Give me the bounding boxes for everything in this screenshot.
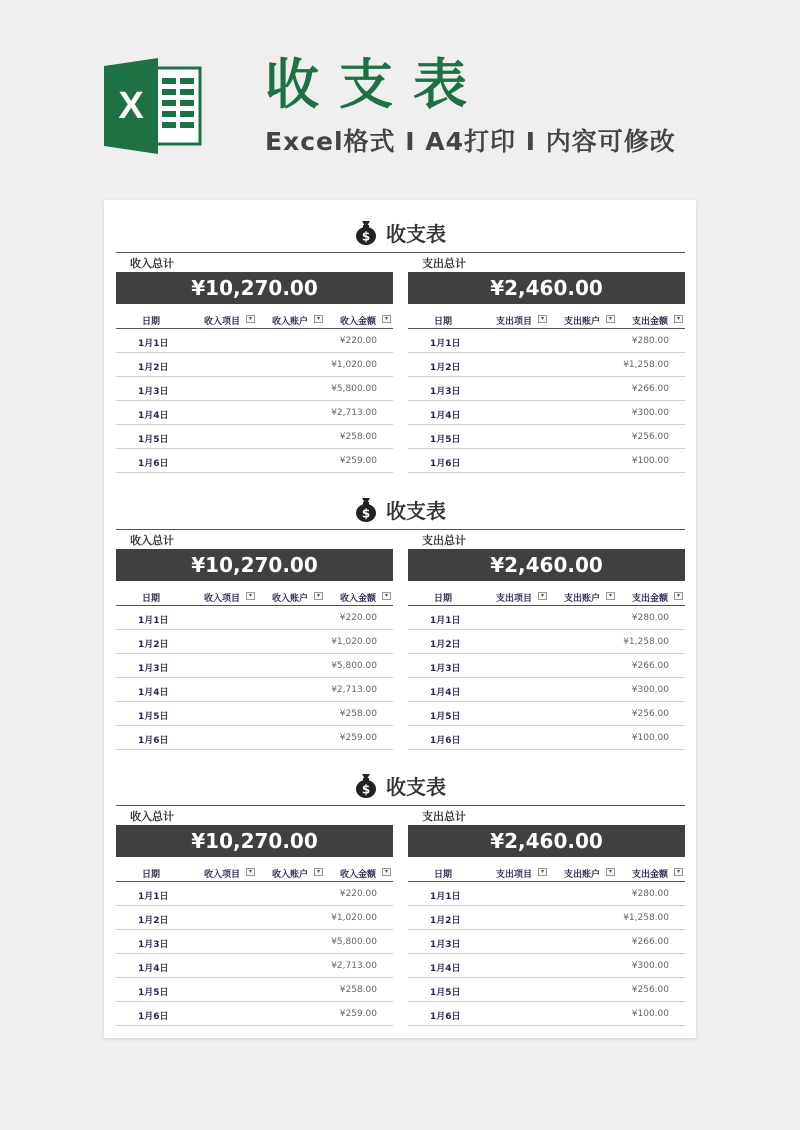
row-date: 1月2日 <box>138 363 169 373</box>
column-header-label: 支出项目 <box>496 594 533 604</box>
row-date: 1月4日 <box>430 688 461 698</box>
row-date: 1月4日 <box>138 964 169 974</box>
table-row[interactable] <box>116 954 393 978</box>
filter-dropdown-icon[interactable]: ▾ <box>246 315 255 323</box>
row-date: 1月6日 <box>138 1012 169 1022</box>
expense-panel <box>408 256 685 473</box>
block-title <box>104 214 696 250</box>
filter-dropdown-icon[interactable]: ▾ <box>674 592 683 600</box>
ledger-block <box>104 200 696 470</box>
row-amount: ¥2,713.00 <box>331 408 377 418</box>
row-date: 1月6日 <box>138 459 169 469</box>
table-row[interactable] <box>116 702 393 726</box>
page-header <box>0 0 800 200</box>
svg-text:$: $ <box>361 229 371 244</box>
row-amount: ¥300.00 <box>631 408 669 418</box>
table-row[interactable] <box>116 882 393 906</box>
table-row[interactable] <box>116 606 393 630</box>
income-column-header <box>116 587 393 606</box>
money-bag-icon <box>354 496 378 522</box>
row-amount: ¥1,258.00 <box>623 637 669 647</box>
table-row[interactable] <box>408 882 685 906</box>
column-header-label: 收入项目 <box>204 594 241 604</box>
income-total-value: ¥10,270.00 <box>116 825 393 857</box>
income-total-label: 收入总计 <box>130 534 174 547</box>
column-header-label: 收入项目 <box>204 317 241 327</box>
filter-dropdown-icon[interactable]: ▾ <box>382 868 391 876</box>
block-title <box>104 491 696 527</box>
svg-text:$: $ <box>361 782 371 797</box>
money-bag-icon <box>354 219 378 245</box>
row-amount: ¥280.00 <box>631 336 669 346</box>
expense-total-value: ¥2,460.00 <box>408 825 685 857</box>
row-amount: ¥259.00 <box>339 1009 377 1019</box>
income-total-label: 收入总计 <box>130 810 174 823</box>
column-header-label: 日期 <box>142 594 161 604</box>
block-title-text: 收支表 <box>386 221 446 246</box>
row-amount: ¥256.00 <box>631 709 669 719</box>
column-header-label: 收入项目 <box>204 870 241 880</box>
column-header-label: 支出账户 <box>564 594 601 604</box>
row-date: 1月4日 <box>138 688 169 698</box>
table-row[interactable] <box>408 449 685 473</box>
table-row[interactable] <box>116 930 393 954</box>
filter-dropdown-icon[interactable]: ▾ <box>538 315 547 323</box>
row-date: 1月2日 <box>430 916 461 926</box>
column-header-label: 日期 <box>142 870 161 880</box>
table-row[interactable] <box>116 329 393 353</box>
row-amount: ¥5,800.00 <box>331 384 377 394</box>
row-date: 1月5日 <box>138 435 169 445</box>
row-amount: ¥259.00 <box>339 456 377 466</box>
table-row[interactable] <box>116 401 393 425</box>
row-date: 1月1日 <box>138 892 169 902</box>
table-row[interactable] <box>116 654 393 678</box>
row-date: 1月5日 <box>430 712 461 722</box>
row-date: 1月3日 <box>430 940 461 950</box>
row-amount: ¥280.00 <box>631 613 669 623</box>
table-row[interactable] <box>408 329 685 353</box>
column-header-label: 支出金额 <box>632 594 669 604</box>
row-amount: ¥1,020.00 <box>331 637 377 647</box>
row-date: 1月3日 <box>430 387 461 397</box>
row-amount: ¥258.00 <box>339 432 377 442</box>
row-amount: ¥2,713.00 <box>331 961 377 971</box>
row-amount: ¥2,713.00 <box>331 685 377 695</box>
row-date: 1月1日 <box>430 616 461 626</box>
block-title-text: 收支表 <box>386 774 446 799</box>
row-date: 1月6日 <box>430 736 461 746</box>
row-date: 1月4日 <box>138 411 169 421</box>
column-header-label: 日期 <box>434 870 453 880</box>
column-header-label: 支出账户 <box>564 870 601 880</box>
row-amount: ¥266.00 <box>631 937 669 947</box>
row-date: 1月1日 <box>430 892 461 902</box>
page-subtitle: Excel格式 I A4打印 I 内容可修改 <box>265 127 676 156</box>
table-row[interactable] <box>408 1002 685 1026</box>
row-amount: ¥100.00 <box>631 733 669 743</box>
row-amount: ¥100.00 <box>631 456 669 466</box>
table-row[interactable] <box>116 678 393 702</box>
income-column-header <box>116 863 393 882</box>
money-bag-icon <box>354 772 378 798</box>
spreadsheet-sheet <box>104 200 696 1038</box>
row-amount: ¥1,258.00 <box>623 913 669 923</box>
filter-dropdown-icon[interactable]: ▾ <box>606 868 615 876</box>
table-row[interactable] <box>116 425 393 449</box>
table-row[interactable] <box>408 930 685 954</box>
table-row[interactable] <box>116 630 393 654</box>
filter-dropdown-icon[interactable]: ▾ <box>674 868 683 876</box>
filter-dropdown-icon[interactable]: ▾ <box>314 868 323 876</box>
title-divider <box>116 252 685 253</box>
filter-dropdown-icon[interactable]: ▾ <box>606 315 615 323</box>
expense-panel <box>408 533 685 750</box>
table-row[interactable] <box>408 377 685 401</box>
column-header-label: 日期 <box>434 317 453 327</box>
row-amount: ¥5,800.00 <box>331 937 377 947</box>
excel-icon <box>104 58 202 154</box>
column-header-label: 支出金额 <box>632 870 669 880</box>
expense-column-header <box>408 310 685 329</box>
table-row[interactable] <box>408 678 685 702</box>
column-header-label: 收入金额 <box>340 317 377 327</box>
row-date: 1月4日 <box>430 964 461 974</box>
row-date: 1月4日 <box>430 411 461 421</box>
row-amount: ¥266.00 <box>631 384 669 394</box>
filter-dropdown-icon[interactable]: ▾ <box>674 315 683 323</box>
table-row[interactable] <box>116 449 393 473</box>
expense-total-label: 支出总计 <box>422 257 466 270</box>
ledger-block <box>104 753 696 1023</box>
row-date: 1月3日 <box>138 387 169 397</box>
row-date: 1月1日 <box>430 339 461 349</box>
row-amount: ¥256.00 <box>631 985 669 995</box>
row-amount: ¥220.00 <box>339 613 377 623</box>
row-amount: ¥258.00 <box>339 985 377 995</box>
row-amount: ¥1,258.00 <box>623 360 669 370</box>
row-amount: ¥266.00 <box>631 661 669 671</box>
expense-column-header <box>408 863 685 882</box>
filter-dropdown-icon[interactable]: ▾ <box>606 592 615 600</box>
expense-column-header <box>408 587 685 606</box>
table-row[interactable] <box>116 726 393 750</box>
filter-dropdown-icon[interactable]: ▾ <box>538 868 547 876</box>
title-divider <box>116 529 685 530</box>
column-header-label: 日期 <box>142 317 161 327</box>
row-date: 1月6日 <box>138 736 169 746</box>
column-header-label: 收入账户 <box>272 317 309 327</box>
row-amount: ¥1,020.00 <box>331 360 377 370</box>
page-title: 收支表 <box>265 53 487 116</box>
row-date: 1月2日 <box>430 363 461 373</box>
table-row[interactable] <box>408 654 685 678</box>
row-amount: ¥256.00 <box>631 432 669 442</box>
svg-text:$: $ <box>361 506 371 521</box>
column-header-label: 收入金额 <box>340 594 377 604</box>
table-row[interactable] <box>116 377 393 401</box>
table-row[interactable] <box>408 401 685 425</box>
row-date: 1月5日 <box>430 435 461 445</box>
column-header-label: 支出账户 <box>564 317 601 327</box>
table-row[interactable] <box>116 906 393 930</box>
expense-total-label: 支出总计 <box>422 810 466 823</box>
income-panel <box>116 533 393 750</box>
table-row[interactable] <box>408 630 685 654</box>
row-amount: ¥5,800.00 <box>331 661 377 671</box>
expense-panel <box>408 809 685 1026</box>
filter-dropdown-icon[interactable]: ▾ <box>246 868 255 876</box>
row-date: 1月1日 <box>138 616 169 626</box>
table-row[interactable] <box>408 702 685 726</box>
expense-total-value: ¥2,460.00 <box>408 272 685 304</box>
table-row[interactable] <box>408 726 685 750</box>
column-header-label: 收入账户 <box>272 870 309 880</box>
block-title <box>104 767 696 803</box>
expense-total-label: 支出总计 <box>422 534 466 547</box>
filter-dropdown-icon[interactable]: ▾ <box>538 592 547 600</box>
row-amount: ¥280.00 <box>631 889 669 899</box>
filter-dropdown-icon[interactable]: ▾ <box>246 592 255 600</box>
svg-text:X: X <box>118 85 144 127</box>
row-date: 1月5日 <box>138 988 169 998</box>
row-date: 1月6日 <box>430 1012 461 1022</box>
row-date: 1月1日 <box>138 339 169 349</box>
row-amount: ¥300.00 <box>631 961 669 971</box>
filter-dropdown-icon[interactable]: ▾ <box>382 592 391 600</box>
table-row[interactable] <box>408 954 685 978</box>
table-row[interactable] <box>408 353 685 377</box>
row-amount: ¥1,020.00 <box>331 913 377 923</box>
row-date: 1月3日 <box>138 940 169 950</box>
expense-total-value: ¥2,460.00 <box>408 549 685 581</box>
income-total-label: 收入总计 <box>130 257 174 270</box>
row-amount: ¥258.00 <box>339 709 377 719</box>
column-header-label: 日期 <box>434 594 453 604</box>
block-title-text: 收支表 <box>386 498 446 523</box>
filter-dropdown-icon[interactable]: ▾ <box>314 315 323 323</box>
row-date: 1月2日 <box>138 916 169 926</box>
table-row[interactable] <box>116 978 393 1002</box>
row-date: 1月5日 <box>138 712 169 722</box>
row-date: 1月5日 <box>430 988 461 998</box>
column-header-label: 收入金额 <box>340 870 377 880</box>
row-amount: ¥300.00 <box>631 685 669 695</box>
income-panel <box>116 809 393 1026</box>
table-row[interactable] <box>408 606 685 630</box>
table-row[interactable] <box>408 978 685 1002</box>
table-row[interactable] <box>116 1002 393 1026</box>
income-column-header <box>116 310 393 329</box>
table-row[interactable] <box>116 353 393 377</box>
row-date: 1月2日 <box>430 640 461 650</box>
ledger-block <box>104 477 696 747</box>
row-amount: ¥259.00 <box>339 733 377 743</box>
column-header-label: 支出金额 <box>632 317 669 327</box>
row-date: 1月6日 <box>430 459 461 469</box>
column-header-label: 收入账户 <box>272 594 309 604</box>
row-date: 1月2日 <box>138 640 169 650</box>
row-amount: ¥220.00 <box>339 336 377 346</box>
title-divider <box>116 805 685 806</box>
filter-dropdown-icon[interactable]: ▾ <box>314 592 323 600</box>
row-amount: ¥100.00 <box>631 1009 669 1019</box>
filter-dropdown-icon[interactable]: ▾ <box>382 315 391 323</box>
table-row[interactable] <box>408 906 685 930</box>
income-total-value: ¥10,270.00 <box>116 272 393 304</box>
income-total-value: ¥10,270.00 <box>116 549 393 581</box>
row-amount: ¥220.00 <box>339 889 377 899</box>
income-panel <box>116 256 393 473</box>
row-date: 1月3日 <box>138 664 169 674</box>
table-row[interactable] <box>408 425 685 449</box>
column-header-label: 支出项目 <box>496 870 533 880</box>
column-header-label: 支出项目 <box>496 317 533 327</box>
row-date: 1月3日 <box>430 664 461 674</box>
